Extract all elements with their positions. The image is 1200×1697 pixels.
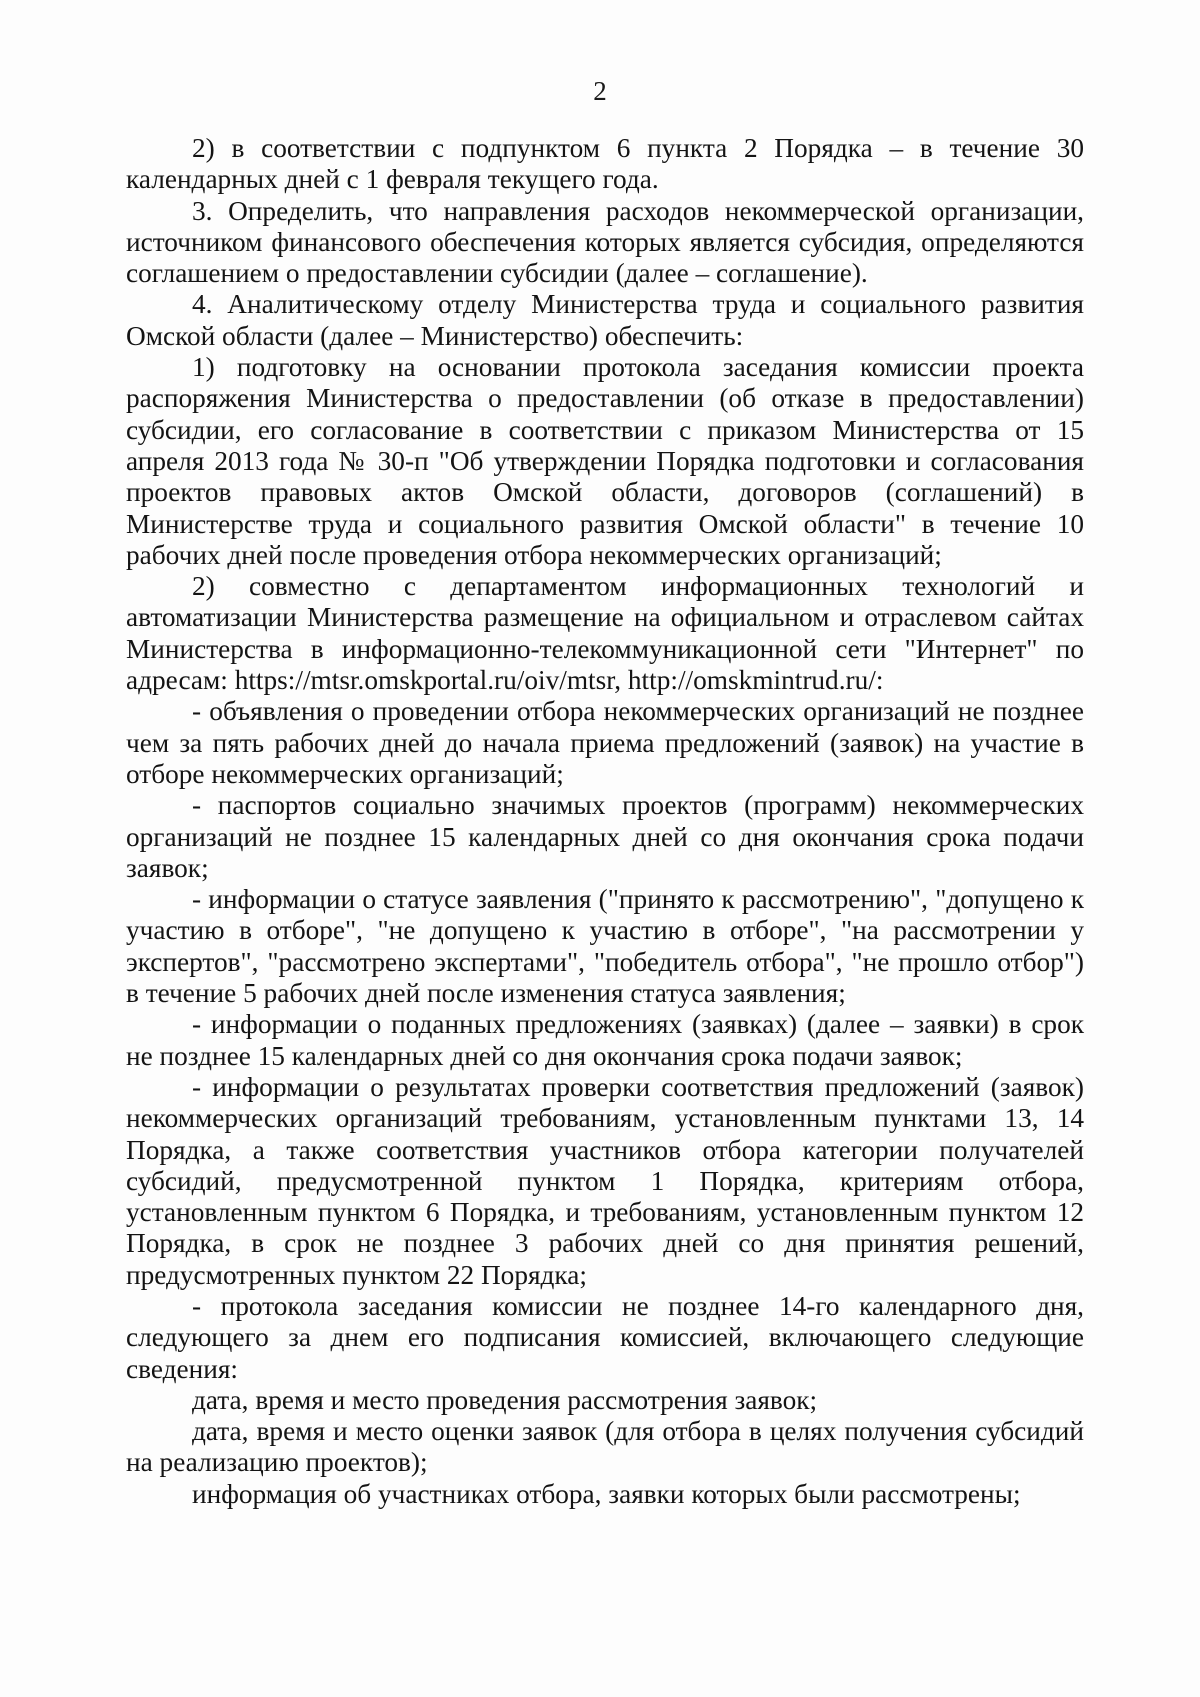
- document-body: [126, 133, 1084, 1510]
- paragraph-subitem-2-deadline: 2) в соответствии с подпунктом 6 пункта 2 Порядка – в течение 30 календарных дней с 1 февраля текущего года.: [126, 133, 1084, 195]
- paragraph-subitem-1: 1) подготовку на основании протокола заседания комиссии проекта распоряжения Министерства о предоставлении (об отказе в предоставлении) субсидии, его согласование в соответствии с приказом Министерства от 15 апреля 2013 года № 30-п "Об утверждении Порядка подготовки и согласования проектов правовых актов Омской области, договоров (соглашений) в Министерстве труда и социального развития Омской области" в течение 10 рабочих дней после проведения отбора некоммерческих организаций;: [126, 352, 1084, 570]
- list-item-submitted: - информации о поданных предложениях (заявках) (далее – заявки) в срок не позднее 15 календарных дней со дня окончания срока подачи заявок;: [126, 1009, 1084, 1071]
- list-item-passports: - паспортов социально значимых проектов (программ) некоммерческих организаций не позднее 15 календарных дней со дня окончания срока подачи заявок;: [126, 790, 1084, 883]
- list-item-status: - информации о статусе заявления ("принято к рассмотрению", "допущено к участию в отборе", "не допущено к участию в отборе", "на рассмотрении у экспертов", "рассмотрено экспертами", "победитель отбора", "не прошло отбор") в течение 5 рабочих дней после изменения статуса заявления;: [126, 884, 1084, 1009]
- paragraph-subitem-2: 2) совместно с департаментом информационных технологий и автоматизации Министерства размещение на официальном и отраслевом сайтах Министерства в информационно-телекоммуникационной сети "Интернет" по адресам: https://mtsr.omskportal.ru/oiv/mtsr, http://omskmintrud.ru/:: [126, 571, 1084, 696]
- paragraph-item-4: 4. Аналитическому отделу Министерства труда и социального развития Омской области (далее – Министерство) обеспечить:: [126, 289, 1084, 351]
- list-item-protocol: - протокола заседания комиссии не позднее 14-го календарного дня, следующего за днем его подписания комиссией, включающего следующие сведения:: [126, 1290, 1084, 1384]
- list-item-check-results: - информации о результатах проверки соответствия предложений (заявок) некоммерческих организаций требованиям, установленным пунктами 13, 14 Порядка, а также соответствия участников отбора категории получателей субсидий, предусмотренной пунктом 1 Порядка, критериям отбора, установленным пунктом 6 Порядка, и требованиям, установленным пунктом 12 Порядка, в срок не позднее 3 рабочих дней со дня принятия решений, предусмотренных пунктом 22 Порядка;: [126, 1071, 1084, 1290]
- protocol-detail-evaluation: дата, время и место оценки заявок (для отбора в целях получения субсидий на реализацию проектов);: [126, 1416, 1084, 1478]
- page-number: 2: [593, 76, 607, 106]
- protocol-detail-review: дата, время и место проведения рассмотрения заявок;: [192, 1384, 818, 1415]
- protocol-detail-participants: информация об участниках отбора, заявки которых были рассмотрены;: [192, 1478, 1021, 1509]
- paragraph-item-3: 3. Определить, что направления расходов некоммерческой организации, источником финансового обеспечения которых является субсидия, определяются соглашением о предоставлении субсидии (далее – соглашение).: [126, 195, 1084, 289]
- list-item-announcement: - объявления о проведении отбора некоммерческих организаций не позднее чем за пять рабочих дней до начала приема предложений (заявок) на участие в отборе некоммерческих организаций;: [126, 696, 1084, 789]
